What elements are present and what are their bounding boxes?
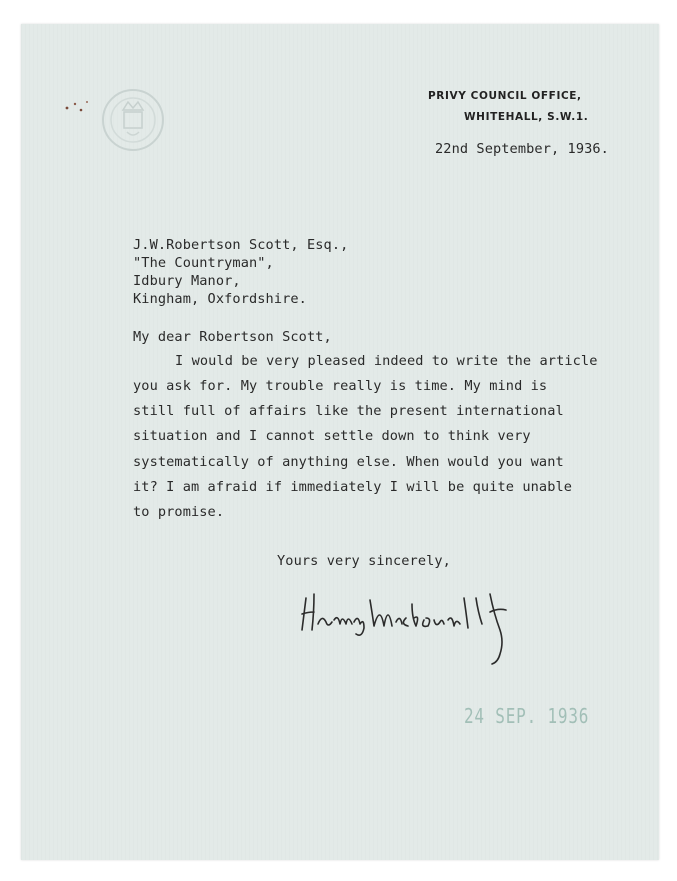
body-line: still full of affairs like the present international: [133, 403, 564, 419]
body-line: situation and I cannot settle down to think very: [133, 428, 531, 444]
letterhead-office: PRIVY COUNCIL OFFICE,: [428, 90, 582, 102]
recipient-line: Idbury Manor,: [133, 273, 241, 289]
embossed-seal-icon: [93, 80, 173, 160]
letter-date: 22nd September, 1936.: [435, 141, 609, 157]
recipient-line: "The Countryman",: [133, 255, 274, 271]
body-line: you ask for. My trouble really is time. My mind is: [133, 378, 548, 394]
salutation: My dear Robertson Scott,: [133, 329, 332, 345]
letter-page: [21, 24, 659, 860]
received-date-stamp: 24 SEP. 1936: [464, 704, 590, 728]
body-line: I would be very pleased indeed to write the article: [175, 353, 598, 369]
body-line: systematically of anything else. When would you want: [133, 454, 564, 470]
closing: Yours very sincerely,: [277, 553, 451, 569]
recipient-line: J.W.Robertson Scott, Esq.,: [133, 237, 349, 253]
letterhead-address: WHITEHALL, S.W.1.: [464, 111, 589, 123]
recipient-line: Kingham, Oxfordshire.: [133, 291, 307, 307]
body-line: it? I am afraid if immediately I will be quite unable: [133, 479, 573, 495]
body-line: to promise.: [133, 504, 225, 520]
handwritten-signature: [294, 584, 554, 668]
